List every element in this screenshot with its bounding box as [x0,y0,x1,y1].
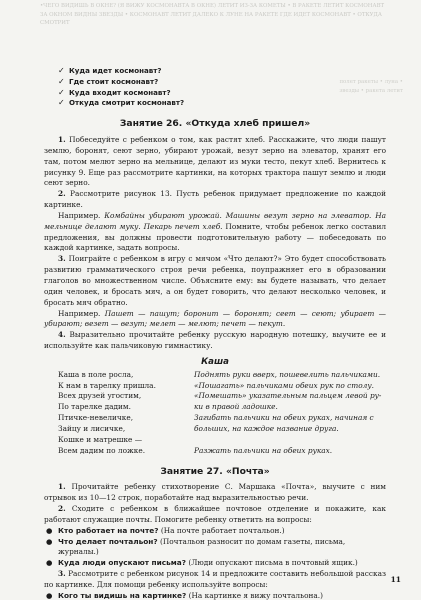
checkmark-icon: ✓ [58,87,65,97]
checkmark-icon: ✓ [58,76,65,86]
poem-instruction: «Пошагать» пальчиками обеих рук по столу. [194,380,374,390]
list-item: ✓ Куда входит космонавт? [58,87,171,97]
paragraph: 3. Поиграйте с ребенком в игру с мячом «Что делают?» Это будет способствовать развитию грамматического строя речи ребенка, поупражняет его в образовании глаголов во множественном числе. Объясните ему: вы будете называть, что делает один человек, и бросать мяч, а он будет говорить, что делают несколько человек, и бросать мяч обратно. [44,254,386,307]
checkmark-icon: ✓ [58,66,65,75]
bullet-icon: ● [46,558,53,568]
poem-line: Всех друзей угостим, [58,391,142,401]
poem-line: Каша в поле росла, [58,369,134,379]
bleed-through-text-right: полет ракеты • луна • звезды • ракета летит [339,79,403,94]
poem-line: Зайцу и лисичке, [58,423,126,433]
checkmark-icon: ✓ [58,98,65,108]
question-list [44,591,386,600]
list-item: ✓ Откуда смотрит космонавт? [58,98,185,108]
poem-instruction: ки в правой ладошке. [194,402,278,412]
list-item: ● Куда люди опускают письма? (Люди опускают письма в почтовый ящик.) [46,558,358,568]
poem-table [44,370,386,457]
paragraph: 1. Побеседуйте с ребенком о том, как растят хлеб. Расскажите, что люди пашут землю, боронят, сеют зерно, убирают урожай, везут зерно на элеватор, хранят его там, потом мелют зерно на мельнице, делают из муки тесто, пекут хлеб. Вернитесь к рисунку 9. Еще раз рассмотрите картинки, на которых трактора пашут землю и люди сеют зерно. [44,135,386,188]
bullet-list-top [58,66,386,109]
paragraph: 3. Рассмотрите с ребенком рисунок 14 и предложите составить небольшой рассказ по картинке. Для помощи ребенку используйте вопросы: [44,569,386,589]
question-list [44,526,386,569]
poem-instruction [194,435,386,446]
bullet-icon: ● [46,536,53,546]
poem-instruction: больших, на каждое название друга. [194,423,339,433]
poem-instruction: Разжать пальчики на обеих руках. [194,445,333,455]
lesson-27-title: Занятие 27. «Почта» [160,465,270,477]
bleed-through-text: •ЧЕГО ВИДИШЬ В ОКНЕ? (Я ВИЖУ КОСМОНАВТА В ОКНЕ) ЛЕТИТ ИЗ-ЗА КОМЕТЫ • В РАКЕТЕ ЛЕТИТ КОСМОНАВТ ЗА ОКНОМ ВИДНЫ ЗВЕЗДЫ • КОСМОНАВТ ЛЕТИТ ДАЛЕКО К ЛУНЕ НА РАКЕТЕ ГДЕ ИДЕТ КОСМОНАВТ • ОТКУДА СМОТРИТ [40,3,385,27]
lesson-26-title: Занятие 26. «Откуда хлеб пришел» [119,118,311,130]
poem-instruction: Загибать пальчики на обеих руках, начиная с [194,413,374,423]
bullet-icon: ● [46,590,53,600]
poem-line: К нам в тарелку пришла. [58,380,156,390]
paragraph: 2. Сходите с ребенком в ближайшее почтовое отделение и покажите, как работают служащие почты. Помогите ребенку ответить на вопросы: [44,504,386,524]
page-number: 11 [390,575,401,584]
list-item: ● Кто работает на почте? (На почте работает почтальон.) [46,525,285,535]
list-item: ● Что делает почтальон? (Почтальон разносит по домам газеты, письма, журналы.) [46,536,346,557]
paragraph: 1. Прочитайте ребенку стихотворение С. Маршака «Почта», выучите с ним отрывок из 10—12 строк, поработайте над выразительностью речи. [44,482,386,503]
bullet-icon: ● [46,525,53,535]
poem-line: Птичке-невеличке, [58,413,134,423]
poem-title: Каша [201,356,229,367]
page-content [44,66,386,600]
poem-instruction: Поднять руки вверх, пошевелить пальчиками. [194,369,381,379]
paragraph: 2. Рассмотрите рисунок 13. Пусть ребенок придумает предложение по каждой картинке. [44,189,386,210]
list-item: ✓ Куда идет космонавт? [58,66,162,75]
paragraph: Например. Комбайны убирают урожай. Машины везут зерно на элеватор. На мельнице делают муку. Пекарь печет хлеб. Помните, чтобы ребенок легко составил предложения, вы должны провести подготовительную работу — побеседовать по каждой картинке, задать вопросы. [44,210,387,253]
list-item: ✓ Где стоит космонавт? [58,76,159,86]
poem-line: Всем дадим по ложке. [58,445,146,455]
list-item: ● Кого ты видишь на картинке? (На картинке я вижу почтальона.) [46,590,323,600]
paragraph: 4. Выразительно прочитайте ребенку русскую народную потешку, выучите ее и используйте как пальчиковую гимнастику. [44,330,386,351]
poem-line: Кошке и матрешке — [58,434,143,444]
poem-instruction: «Помешать» указательным пальцем левой ру- [194,391,382,401]
poem-line: По тарелке дадим. [58,402,131,412]
paragraph: Например. Пашет — пашут; боронит — боронят; сеет — сеют; убирает — убирают; везет — везут; мелет — мелют; печет — пекут. [44,308,386,329]
